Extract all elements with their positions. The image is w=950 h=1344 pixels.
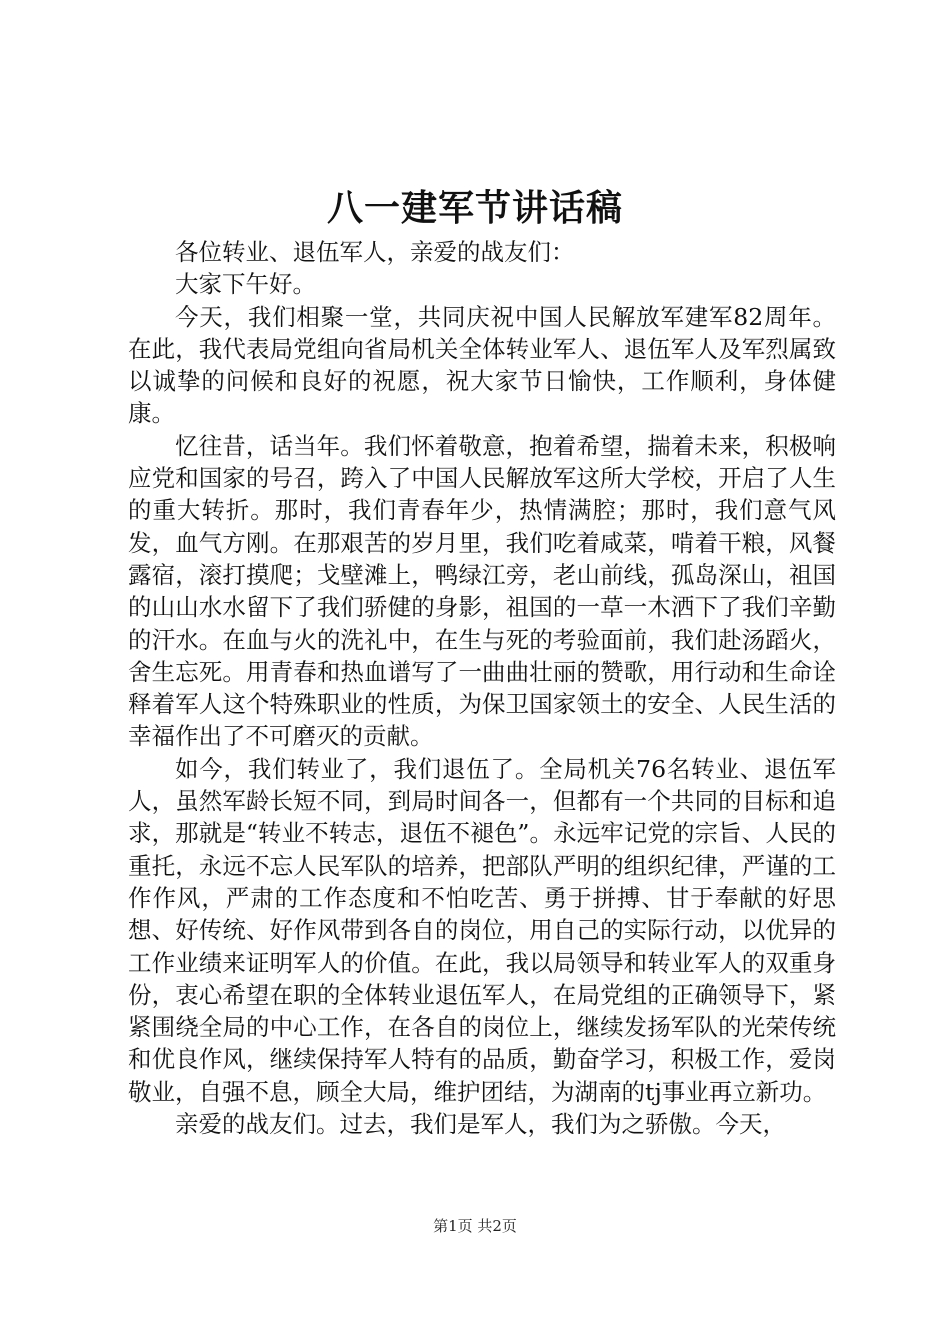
page-footer: 第1页 共2页 — [433, 1217, 517, 1235]
paragraph-greeting: 大家下午好。 — [175, 270, 316, 299]
paragraph-closing-start: 亲爱的战友们。过去，我们是军人，我们为之骄傲。今天， — [175, 1110, 786, 1139]
paragraph-present: 如今，我们转业了，我们退伍了。全局机关76名转业、退伍军人，虽然军龄长短不同，到局时间各一，但都有一个共同的目标和追求，那就是“转业不转志，退伍不褪色”。永远牢记党的宗旨、人民的重托，永远不忘人民军队的培养，把部队严明的组织纪律，严谨的工作作风，严肃的工作态度和不怕吃苦、勇于拼搏、甘于奉献的好思想、好传统、好作风带到各自的岗位，用自己的实际行动，以优异的工作业绩来证明军人的价值。在此，我以局领导和转业军人的双重身份，衷心希望在职的全体转业退伍军人，在局党组的正确领导下，紧紧围绕全局的中心工作，在各自的岗位上，继续发扬军队的光荣传统和优良作风，继续保持军人特有的品质，勤奋学习，积极工作，爱岗敬业，自强不息，顾全大局，维护团结，为湖南的tj事业再立新功。 — [128, 754, 836, 1106]
paragraph-anniversary: 今天，我们相聚一堂，共同庆祝中国人民解放军建军82周年。在此，我代表局党组向省局机关全体转业军人、退伍军人及军烈属致以诚挚的问候和良好的祝愿，祝大家节日愉快，工作顺利，身体健康。 — [128, 302, 836, 428]
document-title: 八一建军节讲话稿 — [326, 187, 623, 229]
document-body — [128, 236, 836, 1140]
paragraph-salutation: 各位转业、退伍军人，亲爱的战友们： — [175, 238, 575, 266]
paragraph-recollection: 忆往昔，话当年。我们怀着敬意，抱着希望，揣着未来，积极响应党和国家的号召，跨入了中国人民解放军这所大学校，开启了人生的重大转折。那时，我们青春年少，热情满腔；那时，我们意气风发，血气方刚。在那艰苦的岁月里，我们吃着咸菜，啃着干粮，风餐露宿，滚打摸爬；戈壁滩上，鸭绿江旁，老山前线，孤岛深山，祖国的山山水水留下了我们骄健的身影，祖国的一草一木洒下了我们辛勤的汗水。在血与火的洗礼中，在生与死的考验面前，我们赴汤蹈火，舍生忘死。用青春和热血谱写了一曲曲壮丽的赞歌，用行动和生命诠释着军人这个特殊职业的性质，为保卫国家领土的安全、人民生活的幸福作出了不可磨灭的贡献。 — [128, 431, 836, 751]
